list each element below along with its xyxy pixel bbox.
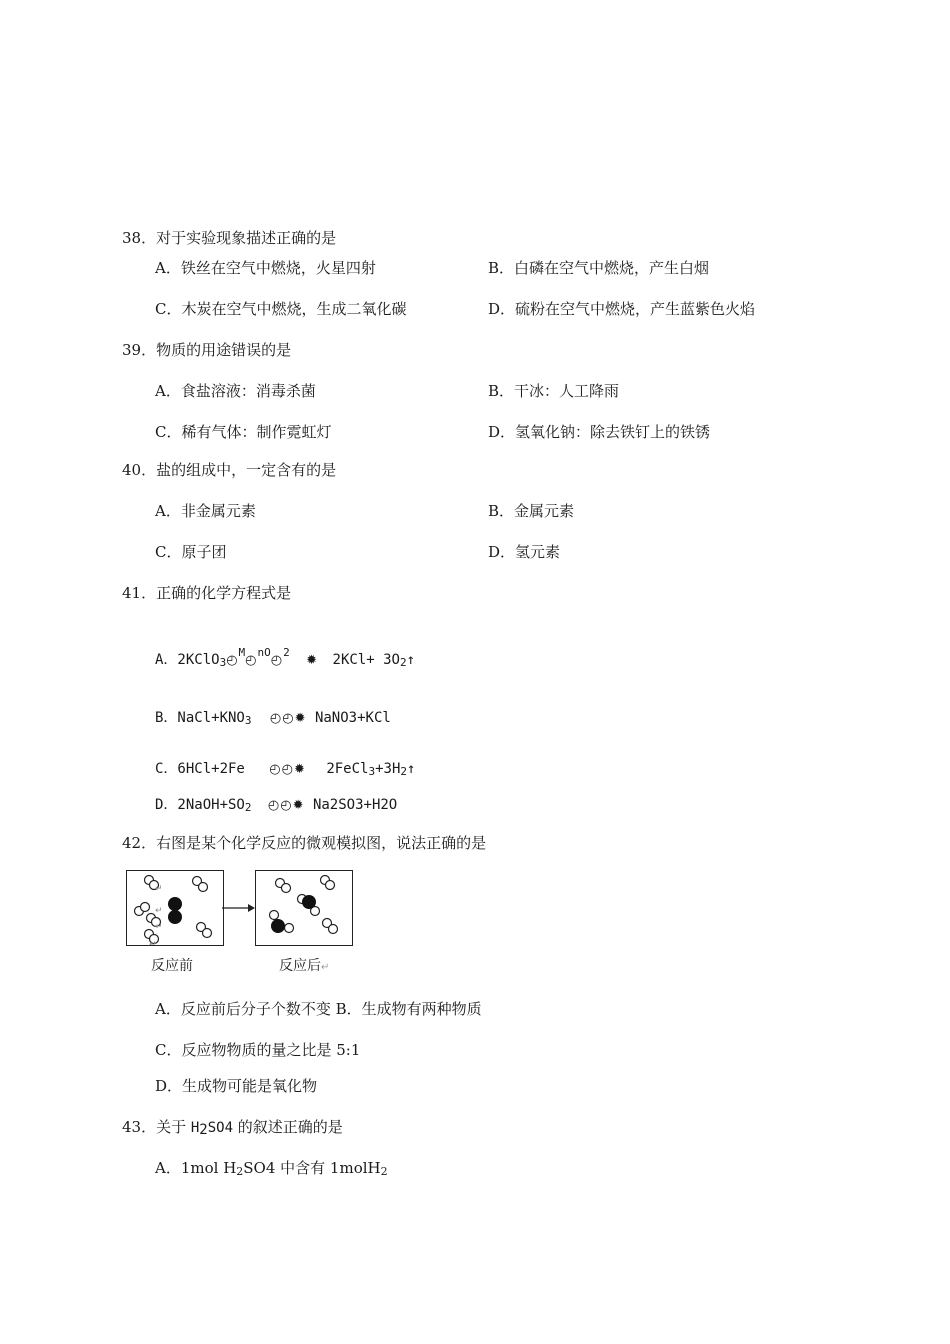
reaction-arrow-icon: ◴◴✹ [267, 798, 305, 813]
after-reaction-text: 反应后 [279, 958, 321, 974]
q39-stem: 39．物质的用途错误的是 [122, 341, 292, 359]
q43-formula-sub: 2 [199, 1122, 208, 1138]
q41d-lhs: D．2NaOH+SO [155, 797, 245, 813]
q38-option-a: A．铁丝在空气中燃烧，火星四射 [155, 259, 376, 277]
reaction-arrow-icon: ◴◴✹ [269, 762, 306, 777]
q41c-rhs: 2FeCl [326, 761, 369, 777]
gas-arrow-icon: ↑ [407, 761, 416, 777]
q41-option-d [155, 795, 397, 816]
atom-white [326, 881, 335, 890]
q43-formula-rest: SO4 [207, 1120, 234, 1136]
atom-white [329, 925, 338, 934]
return-mark: ↵ [155, 922, 163, 932]
atom-black [271, 919, 285, 933]
return-mark: ↵ [155, 884, 163, 894]
q42-option-c: C．反应物物质的量之比是 5:1 [155, 1041, 361, 1059]
return-mark: ↵ [149, 940, 157, 945]
catalyst-text: M [238, 646, 246, 659]
q41a-sub: 2 [399, 656, 407, 669]
q41a-lhs: A．2KClO [155, 652, 220, 668]
reaction-arrow-icon: ✹ [306, 653, 319, 668]
after-reaction-box [255, 870, 353, 946]
q40-option-a: A．非金属元素 [155, 502, 256, 520]
q38-stem: 38．对于实验现象描述正确的是 [122, 229, 337, 247]
q41a-rhs: 2KCl+ 3O [332, 652, 400, 668]
before-molecules-diagram [127, 871, 223, 945]
before-reaction-label: 反应前 [151, 958, 193, 974]
return-mark: ↵ [155, 906, 163, 916]
catalyst-text: 2 [283, 646, 290, 659]
q39-option-a: A．食盐溶液：消毒杀菌 [155, 382, 316, 400]
q40-stem: 40．盐的组成中，一定含有的是 [122, 461, 337, 479]
gas-arrow-icon: ↑ [406, 652, 416, 668]
q41d-rhs: Na2SO3+H2O [312, 797, 398, 813]
q40-option-d: D．氢元素 [488, 543, 561, 561]
condition-mark: ◴ [226, 653, 239, 668]
reaction-arrow-icon [222, 902, 256, 914]
q43a-prefix: A．1mol H [155, 1159, 237, 1177]
q42-stem: 42．右图是某个化学反应的微观模拟图，说法正确的是 [122, 834, 487, 852]
atom-white [285, 924, 294, 933]
atom-black [168, 910, 182, 924]
atom-white [199, 883, 208, 892]
q43-option-a [155, 1158, 388, 1178]
q41c-sub: 3 [368, 765, 376, 778]
before-reaction-box [126, 870, 224, 946]
return-mark: ↵ [321, 962, 330, 973]
q40-option-c: C．原子团 [155, 543, 227, 561]
q43-stem [122, 1117, 343, 1138]
q41-option-a [155, 646, 416, 671]
q43-stem-suffix: 的叙述正确的是 [233, 1118, 343, 1136]
q41c-sub: 2 [400, 765, 408, 778]
q42-option-ab: A．反应前后分子个数不变 B．生成物有两种物质 [155, 1000, 482, 1018]
atom-white [141, 903, 150, 912]
q43a-sub: 2 [380, 1165, 388, 1178]
q41-stem: 41．正确的化学方程式是 [122, 584, 292, 602]
after-molecules-diagram [256, 871, 352, 945]
q41a-sub: 3 [219, 656, 227, 669]
condition-mark: ◴ [270, 653, 284, 668]
q41d-sub: 2 [244, 801, 252, 814]
atom-black [168, 897, 182, 911]
q39-option-b: B．干冰：人工降雨 [488, 382, 620, 400]
q40-option-b: B．金属元素 [488, 502, 575, 520]
reaction-arrow-icon: ◴◴✹ [269, 711, 307, 726]
q38-option-d: D．硫粉在空气中燃烧，产生蓝紫色火焰 [488, 300, 756, 318]
q39-option-d: D．氢氧化钠：除去铁钉上的铁锈 [488, 423, 711, 441]
q41-option-b [155, 708, 391, 729]
q39-option-c: C．稀有气体：制作霓虹灯 [155, 423, 332, 441]
atom-white [282, 884, 291, 893]
catalyst-text: nO [257, 646, 271, 659]
q41-option-c [155, 759, 415, 780]
q41b-lhs: B．NaCl+KNO [155, 710, 245, 726]
q43-stem-prefix: 43．关于 [122, 1118, 191, 1136]
atom-black [302, 895, 316, 909]
q41c-rhs2: +3H [375, 761, 401, 777]
q41b-rhs: NaNO3+KCl [314, 710, 391, 726]
after-reaction-label [279, 955, 329, 975]
q38-option-b: B．白磷在空气中燃烧，产生白烟 [488, 259, 710, 277]
q43-formula: H [190, 1120, 200, 1136]
q43a-mid: SO4 中含有 1molH [243, 1159, 381, 1177]
atom-white [270, 911, 279, 920]
q41b-sub: 3 [244, 714, 252, 727]
q43a-sub: 2 [236, 1165, 244, 1178]
q42-option-d: D．生成物可能是氧化物 [155, 1077, 318, 1095]
atom-white [203, 929, 212, 938]
q38-option-c: C．木炭在空气中燃烧，生成二氧化碳 [155, 300, 407, 318]
q41c-lhs: C．6HCl+2Fe [155, 761, 245, 777]
condition-mark: ◴ [245, 653, 258, 668]
